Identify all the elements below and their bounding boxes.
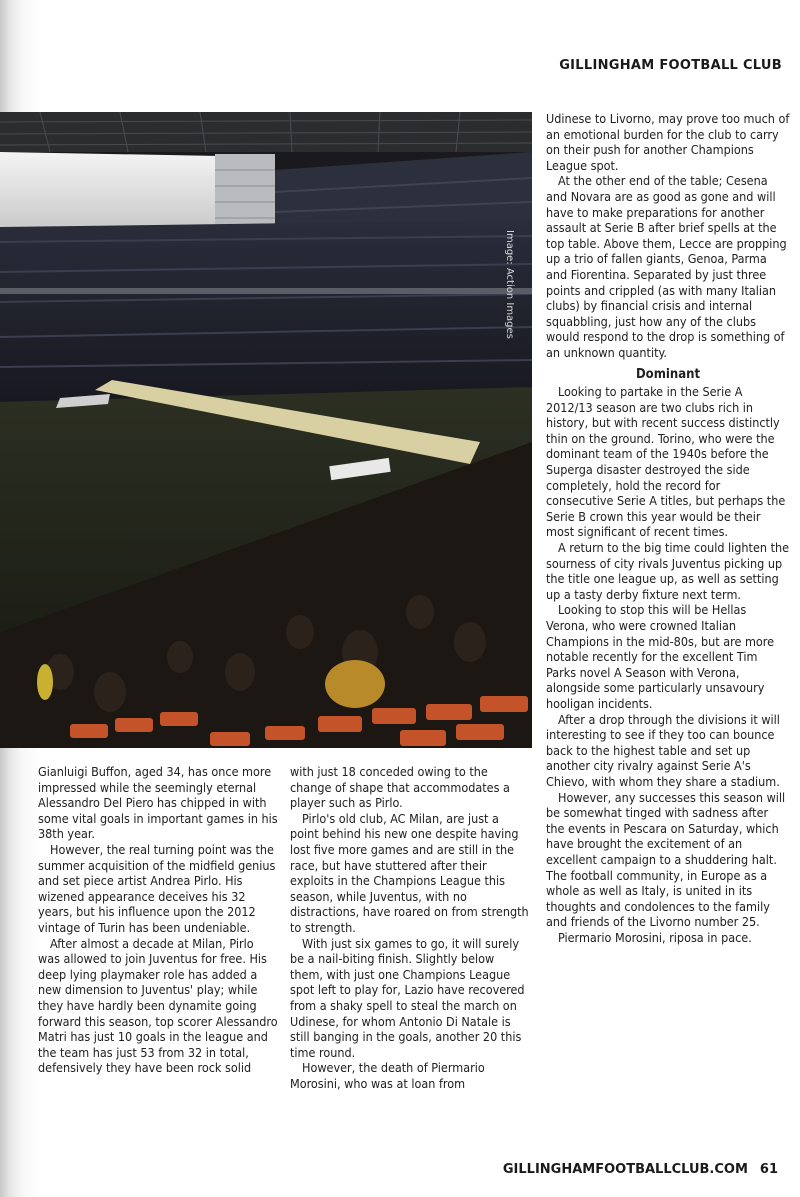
- paragraph: Pirlo's old club, AC Milan, are just a point behind his new one despite having lost five more games and are still in the race, but have stuttered after their exploits in the Champions League this season, while Juventus, with no distractions, have roared on from strength to strength.: [290, 810, 529, 935]
- paragraph: After almost a decade at Milan, Pirlo was allowed to join Juventus for free. His deep lying playmaker role has added a new dimension to Juventus' play; while they have hardly been dynamite going forward this season, top scorer Alessandro Matri has just 10 goals in the league and the team has just 53 from 32 in total, defensively they have been rock solid: [38, 935, 278, 1076]
- paragraph: Piermario Morosini, riposa in pace.: [558, 929, 752, 945]
- page-footer: [503, 1162, 778, 1177]
- paragraph: After a drop through the divisions it will interesting to see if they too can bounce back to the highest table and set up another city rivalry against Serie A's Chievo, with whom they share a stadium.: [546, 711, 780, 789]
- section-heading: Dominant: [635, 366, 701, 382]
- paragraph: However, the real turning point was the summer acquisition of the midfield genius and set piece artist Andrea Pirlo. His wizened appearance deceives his 32 years, but his influence upon the 2012 vintage of Turin has been undeniable.: [38, 841, 276, 935]
- stadium-photo: [0, 112, 532, 748]
- paragraph: Udinese to Livorno, may prove too much of an emotional burden for the club to carry on their push for another Champions League spot.: [546, 111, 790, 173]
- paragraph: However, any successes this season will be somewhat tinged with sadness after the events in Pescara on Saturday, which have brought the excitement of an excellent campaign to a shuddering halt. The football community, in Europe as a whole as well as Italy, is united in its thoughts and condolences to the family and friends of the Livorno number 25.: [546, 789, 786, 930]
- paragraph: with just 18 conceded owing to the change of shape that accommodates a player such as Pirlo.: [290, 764, 510, 811]
- photo-credit: Image: Action Images: [504, 230, 515, 339]
- column-middle: [290, 764, 530, 1091]
- paragraph: Looking to partake in the Serie A 2012/13 season are two clubs rich in history, but with recent success distinctly thin on the ground. Torino, who were the dominant team of the 1940s before the Superga disaster destroyed the side completely, hold the record for consecutive Serie A titles, but perhaps the Serie B crown this year would be their most significant of recent times.: [546, 384, 786, 540]
- column-left: [38, 764, 278, 1076]
- paragraph: With just six games to go, it will surely be a nail-biting finish. Slightly below them, with just one Champions League spot left to play for, Lazio have recovered from a shaky spell to steal the march on Udinese, for whom Antonio Di Natale is still banging in the goals, another 20 this time round.: [290, 935, 525, 1060]
- stadium-illustration: [0, 112, 532, 748]
- paragraph: However, the death of Piermario Morosini, who was at loan from: [290, 1060, 485, 1091]
- paragraph: A return to the big time could lighten the sourness of city rivals Juventus picking up the title one league up, as well as setting up a tasty derby fixture next term.: [546, 540, 790, 602]
- paragraph: Gianluigi Buffon, aged 34, has once more impressed while the seemingly eternal Alessandro Del Piero has chipped in with some vital goals in important games in his 38th year.: [38, 764, 278, 842]
- footer-site: GILLINGHAMFOOTBALLCLUB.COM: [502, 1162, 748, 1177]
- column-right-top: [546, 111, 790, 945]
- paragraph: At the other end of the table; Cesena and Novara are as good as gone and will have to make preparations for another assault at Serie B after brief spells at the top table. Above them, Lecce are propping up a trio of fallen giants, Genoa, Parma and Fiorentina. Separated by just three points and crippled (as with many Italian clubs) by financial crisis and internal squabbling, just how any of the clubs would respond to the drop is something of an unknown quantity.: [546, 173, 787, 360]
- page-header: GILLINGHAM FOOTBALL CLUB: [559, 58, 782, 73]
- page-number: 61: [759, 1162, 778, 1177]
- paragraph: Looking to stop this will be Hellas Verona, who were crowned Italian Champions in the mid-80s, but are more notable recently for the excellent Tim Parks novel A Season with Verona, alongside some particularly unsavoury hooligan incidents.: [546, 602, 775, 711]
